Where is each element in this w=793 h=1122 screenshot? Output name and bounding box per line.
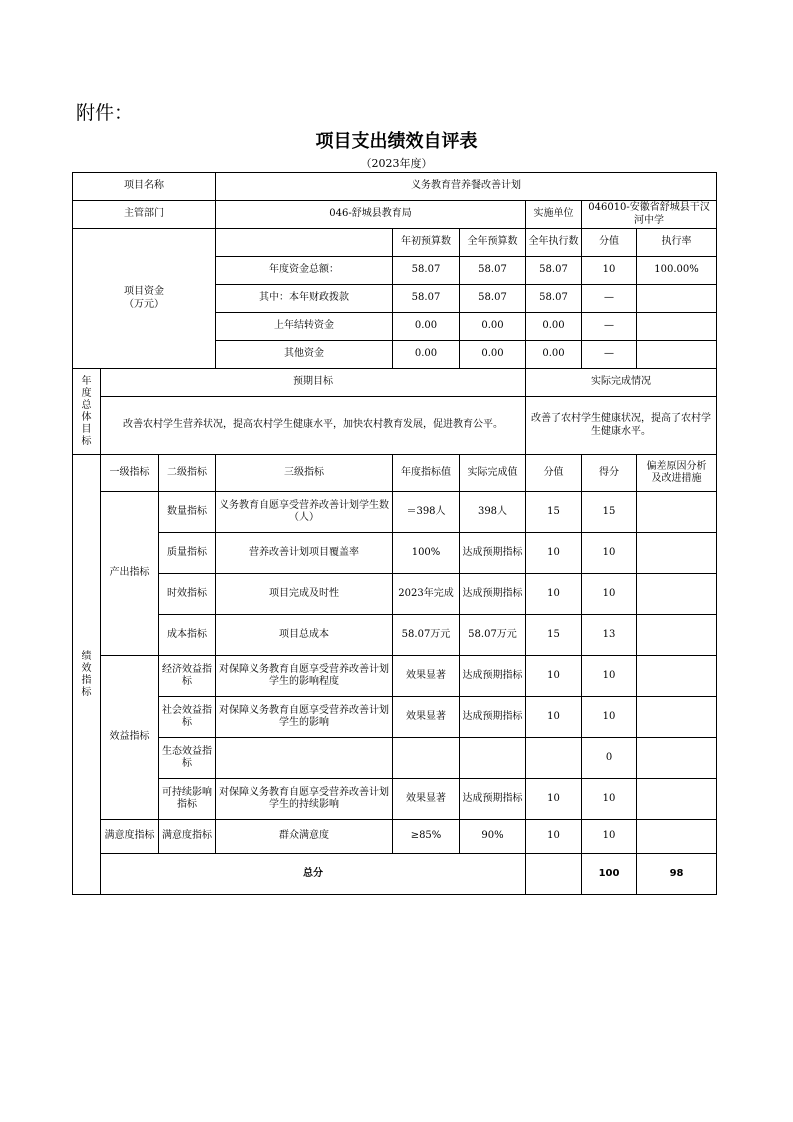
deviation-cell	[637, 820, 717, 854]
funds-header-score-value: 分值	[582, 229, 637, 257]
funds-annual: 0.00	[460, 313, 526, 341]
implementing-unit-value: 046010-安徽省舒城县干汉河中学	[582, 201, 717, 229]
deviation-cell	[637, 533, 717, 574]
level3-cell: 义务教育自愿享受营养改善计划学生数（人）	[216, 492, 393, 533]
project-name-label: 项目名称	[73, 173, 216, 201]
score-cell: 15	[582, 492, 637, 533]
actual-result-text: 改善了农村学生健康状况，提高了农村学生健康水平。	[526, 397, 717, 455]
funds-rate: 100.00%	[637, 257, 717, 285]
funds-executed: 58.07	[526, 285, 582, 313]
goals-label: 年 度 总 体 目 标	[73, 369, 101, 455]
target-cell: 58.07万元	[393, 615, 460, 656]
level2-cell: 时效指标	[159, 574, 216, 615]
score-cell: 10	[582, 697, 637, 738]
self-evaluation-table	[72, 172, 717, 895]
level2-cell: 生态效益指标	[159, 738, 216, 779]
total-label: 总分	[101, 854, 526, 895]
score-value-cell: 10	[526, 697, 582, 738]
score-value-cell: 10	[526, 656, 582, 697]
score-cell: 0	[582, 738, 637, 779]
target-cell: 2023年完成	[393, 574, 460, 615]
level2-cell: 质量指标	[159, 533, 216, 574]
score-cell: 10	[582, 820, 637, 854]
target-cell: ＝398人	[393, 492, 460, 533]
actual-result-header: 实际完成情况	[526, 369, 717, 397]
score-value-cell: 15	[526, 615, 582, 656]
funds-label: 项目资金 （万元）	[73, 229, 216, 369]
deviation-cell	[637, 779, 717, 820]
target-header: 年度指标值	[393, 455, 460, 492]
target-cell: ≥85%	[393, 820, 460, 854]
funds-score-value: —	[582, 341, 637, 369]
funds-header-initial: 年初预算数	[393, 229, 460, 257]
level2-cell: 社会效益指标	[159, 697, 216, 738]
target-cell: 100%	[393, 533, 460, 574]
actual-cell: 达成预期指标	[460, 533, 526, 574]
page-title: 项目支出绩效自评表	[315, 131, 478, 152]
score-cell: 10	[582, 574, 637, 615]
indicator-row	[73, 656, 717, 697]
funds-executed: 0.00	[526, 341, 582, 369]
level3-cell: 项目完成及时性	[216, 574, 393, 615]
score-value-cell: 10	[526, 574, 582, 615]
score-cell: 10	[582, 656, 637, 697]
deviation-cell	[637, 738, 717, 779]
level3-cell	[216, 738, 393, 779]
level2-cell: 数量指标	[159, 492, 216, 533]
funds-header-row	[73, 229, 717, 257]
project-name-row	[73, 173, 717, 201]
level2-cell: 成本指标	[159, 615, 216, 656]
total-blank	[526, 854, 582, 895]
funds-annual: 58.07	[460, 285, 526, 313]
department-value: 046-舒城县教育局	[216, 201, 526, 229]
implementing-unit-label: 实施单位	[526, 201, 582, 229]
score-value-cell: 10	[526, 820, 582, 854]
project-name-value: 义务教育营养餐改善计划	[216, 173, 717, 201]
funds-row-label: 其中：本年财政拨款	[216, 285, 393, 313]
deviation-header: 偏差原因分析 及改进措施	[637, 455, 717, 492]
indicator-row	[73, 697, 717, 738]
level2-header: 二级指标	[159, 455, 216, 492]
level3-cell: 营养改善计划项目覆盖率	[216, 533, 393, 574]
level3-cell: 项目总成本	[216, 615, 393, 656]
funds-executed: 0.00	[526, 313, 582, 341]
funds-header-executed: 全年执行数	[526, 229, 582, 257]
funds-executed: 58.07	[526, 257, 582, 285]
total-score: 98	[637, 854, 717, 895]
funds-initial: 58.07	[393, 257, 460, 285]
actual-cell: 达成预期指标	[460, 779, 526, 820]
level2-cell: 可持续影响指标	[159, 779, 216, 820]
level3-cell: 对保障义务教育自愿享受营养改善计划学生的影响	[216, 697, 393, 738]
goals-header-row	[73, 369, 717, 397]
indicator-row	[73, 779, 717, 820]
satisfaction-indicator-label: 满意度指标	[101, 820, 159, 854]
score-value-cell: 10	[526, 533, 582, 574]
expected-goal-header: 预期目标	[101, 369, 526, 397]
deviation-cell	[637, 492, 717, 533]
target-cell: 效果显著	[393, 779, 460, 820]
funds-row-label: 其他资金	[216, 341, 393, 369]
actual-cell: 达成预期指标	[460, 697, 526, 738]
score-value-cell: 15	[526, 492, 582, 533]
benefit-indicator-label: 效益指标	[101, 656, 159, 820]
actual-header: 实际完成值	[460, 455, 526, 492]
total-row	[73, 854, 717, 895]
indicator-row	[73, 533, 717, 574]
target-cell: 效果显著	[393, 656, 460, 697]
funds-score-value: 10	[582, 257, 637, 285]
funds-header-annual: 全年预算数	[460, 229, 526, 257]
actual-cell: 达成预期指标	[460, 656, 526, 697]
deviation-cell	[637, 615, 717, 656]
level2-cell: 经济效益指标	[159, 656, 216, 697]
goals-content-row	[73, 397, 717, 455]
funds-score-value: —	[582, 285, 637, 313]
page-subtitle: （2023年度）	[360, 157, 433, 170]
department-label: 主管部门	[73, 201, 216, 229]
deviation-cell	[637, 656, 717, 697]
score-value-cell: 10	[526, 779, 582, 820]
actual-cell: 398人	[460, 492, 526, 533]
level3-cell: 对保障义务教育自愿享受营养改善计划学生的持续影响	[216, 779, 393, 820]
funds-header-rate: 执行率	[637, 229, 717, 257]
funds-score-value: —	[582, 313, 637, 341]
performance-header-row	[73, 455, 717, 492]
total-score-value: 100	[582, 854, 637, 895]
indicator-row	[73, 738, 717, 779]
level1-header: 一级指标	[101, 455, 159, 492]
actual-cell: 达成预期指标	[460, 574, 526, 615]
expected-goal-text: 改善农村学生营养状况，提高农村学生健康水平，加快农村教育发展，促进教育公平。	[101, 397, 526, 455]
score-value-header: 分值	[526, 455, 582, 492]
funds-row-label: 上年结转资金	[216, 313, 393, 341]
funds-annual: 0.00	[460, 341, 526, 369]
score-cell: 10	[582, 779, 637, 820]
score-header: 得分	[582, 455, 637, 492]
department-row	[73, 201, 717, 229]
level2-cell: 满意度指标	[159, 820, 216, 854]
actual-cell	[460, 738, 526, 779]
indicator-row	[73, 574, 717, 615]
indicator-row	[73, 820, 717, 854]
funds-annual: 58.07	[460, 257, 526, 285]
funds-rate	[637, 285, 717, 313]
funds-initial: 0.00	[393, 313, 460, 341]
output-indicator-label: 产出指标	[101, 492, 159, 656]
funds-rate	[637, 341, 717, 369]
actual-cell: 58.07万元	[460, 615, 526, 656]
score-value-cell	[526, 738, 582, 779]
indicator-row	[73, 492, 717, 533]
funds-row-label: 年度资金总额：	[216, 257, 393, 285]
level3-cell: 对保障义务教育自愿享受营养改善计划学生的影响程度	[216, 656, 393, 697]
indicator-row	[73, 615, 717, 656]
funds-header-blank	[216, 229, 393, 257]
score-cell: 10	[582, 533, 637, 574]
level3-header: 三级指标	[216, 455, 393, 492]
attachment-label: 附件：	[76, 102, 134, 124]
score-cell: 13	[582, 615, 637, 656]
deviation-cell	[637, 697, 717, 738]
performance-label: 绩 效 指 标	[73, 455, 101, 895]
target-cell: 效果显著	[393, 697, 460, 738]
funds-rate	[637, 313, 717, 341]
level3-cell: 群众满意度	[216, 820, 393, 854]
funds-initial: 0.00	[393, 341, 460, 369]
deviation-cell	[637, 574, 717, 615]
actual-cell: 90%	[460, 820, 526, 854]
target-cell	[393, 738, 460, 779]
funds-initial: 58.07	[393, 285, 460, 313]
